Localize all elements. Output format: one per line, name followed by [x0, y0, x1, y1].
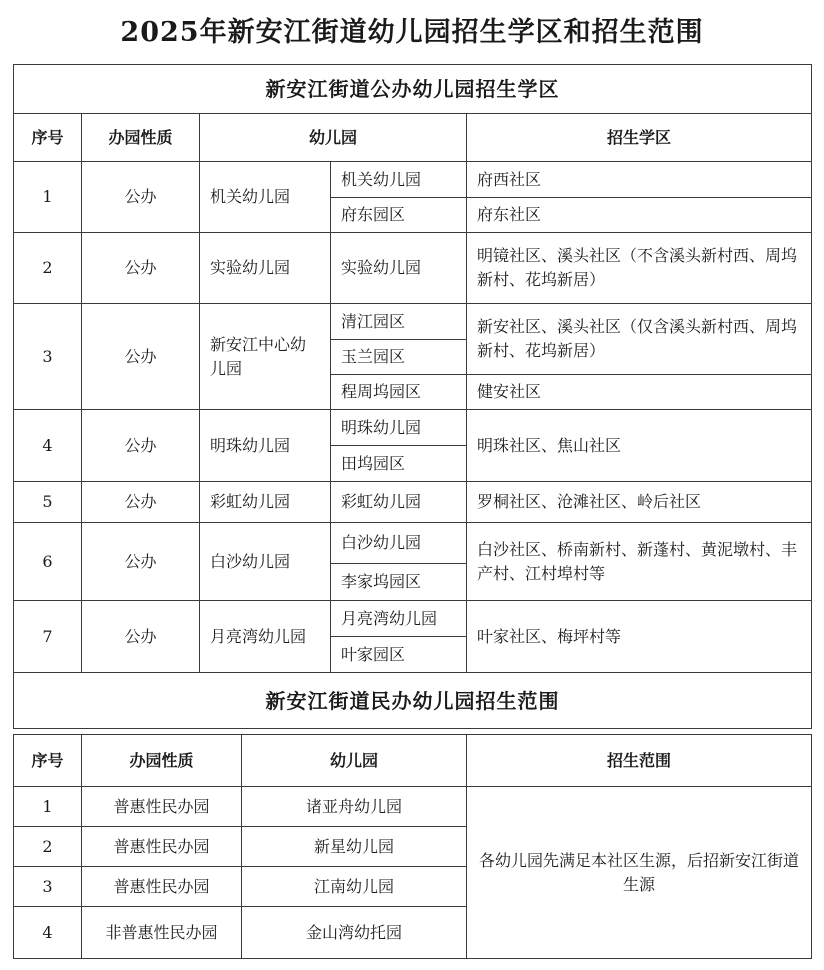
row-district: 明镜社区、溪头社区（不含溪头新村西、周坞新村、花坞新居）: [467, 233, 812, 304]
row-campus: 程周坞园区: [331, 375, 467, 410]
row-no: 4: [14, 907, 82, 959]
row-nature: 公办: [82, 304, 200, 410]
row-no: 3: [14, 304, 82, 410]
row-nature: 公办: [82, 233, 200, 304]
row-kindergarten: 月亮湾幼儿园: [200, 601, 331, 673]
row-no: 1: [14, 787, 82, 827]
row-district: 叶家社区、梅坪村等: [467, 601, 812, 673]
table-row: [14, 787, 812, 827]
row-campus: 玉兰园区: [331, 340, 467, 375]
row-district: 明珠社区、焦山社区: [467, 410, 812, 482]
row-district: 新安社区、溪头社区（仅含溪头新村西、周坞新村、花坞新居）: [467, 304, 812, 375]
row-district: 府西社区: [467, 162, 812, 198]
row-district: 罗桐社区、沧滩社区、岭后社区: [467, 482, 812, 523]
row-campus: 白沙幼儿园: [331, 523, 467, 564]
row-nature: 普惠性民办园: [82, 787, 242, 827]
row-no: 2: [14, 233, 82, 304]
row-nature: 非普惠性民办园: [82, 907, 242, 959]
row-kindergarten: 金山湾幼托园: [242, 907, 467, 959]
private-kindergarten-table: [13, 734, 812, 959]
header-nature: 办园性质: [82, 735, 242, 787]
header-no: 序号: [14, 735, 82, 787]
row-no: 5: [14, 482, 82, 523]
public-kindergarten-table: [13, 64, 812, 729]
header-scope: 招生范围: [467, 735, 812, 787]
row-kindergarten: 实验幼儿园: [200, 233, 331, 304]
row-no: 4: [14, 410, 82, 482]
row-scope: 各幼儿园先满足本社区生源，后招新安江街道生源: [467, 787, 812, 959]
row-kindergarten: 新星幼儿园: [242, 827, 467, 867]
header-no: 序号: [14, 114, 82, 162]
row-district: 白沙社区、桥南新村、新蓬村、黄泥墩村、丰产村、江村埠村等: [467, 523, 812, 601]
row-kindergarten: 新安江中心幼儿园: [200, 304, 331, 410]
row-kindergarten: 机关幼儿园: [200, 162, 331, 233]
row-nature: 公办: [82, 601, 200, 673]
row-no: 7: [14, 601, 82, 673]
section-heading-private: 新安江街道民办幼儿园招生范围: [14, 673, 812, 729]
row-nature: 公办: [82, 523, 200, 601]
row-campus: 清江园区: [331, 304, 467, 340]
header-kindergarten: 幼儿园: [242, 735, 467, 787]
row-nature: 公办: [82, 482, 200, 523]
row-campus: 叶家园区: [331, 637, 467, 673]
row-no: 3: [14, 867, 82, 907]
row-no: 6: [14, 523, 82, 601]
row-district: 健安社区: [467, 375, 812, 410]
row-kindergarten: 江南幼儿园: [242, 867, 467, 907]
row-kindergarten: 明珠幼儿园: [200, 410, 331, 482]
row-campus: 府东园区: [331, 198, 467, 233]
row-kindergarten: 诸亚舟幼儿园: [242, 787, 467, 827]
row-no: 2: [14, 827, 82, 867]
row-campus: 彩虹幼儿园: [331, 482, 467, 523]
header-nature: 办园性质: [82, 114, 200, 162]
header-kindergarten: 幼儿园: [200, 114, 467, 162]
table-row: [14, 162, 812, 198]
row-campus: 李家坞园区: [331, 564, 467, 601]
table-row: [14, 601, 812, 637]
row-campus: 田坞园区: [331, 446, 467, 482]
table-row: [14, 304, 812, 340]
row-campus: 实验幼儿园: [331, 233, 467, 304]
header-district: 招生学区: [467, 114, 812, 162]
row-nature: 普惠性民办园: [82, 867, 242, 907]
row-campus: 明珠幼儿园: [331, 410, 467, 446]
row-kindergarten: 白沙幼儿园: [200, 523, 331, 601]
table-row: [14, 482, 812, 523]
page-title: 2025年新安江街道幼儿园招生学区和招生范围: [120, 17, 704, 48]
table-row: [14, 410, 812, 446]
table-row: [14, 523, 812, 564]
row-nature: 公办: [82, 410, 200, 482]
section-heading-public: 新安江街道公办幼儿园招生学区: [14, 65, 812, 114]
row-nature: 公办: [82, 162, 200, 233]
row-campus: 机关幼儿园: [331, 162, 467, 198]
row-no: 1: [14, 162, 82, 233]
row-kindergarten: 彩虹幼儿园: [200, 482, 331, 523]
row-nature: 普惠性民办园: [82, 827, 242, 867]
row-district: 府东社区: [467, 198, 812, 233]
row-campus: 月亮湾幼儿园: [331, 601, 467, 637]
table-row: [14, 233, 812, 304]
